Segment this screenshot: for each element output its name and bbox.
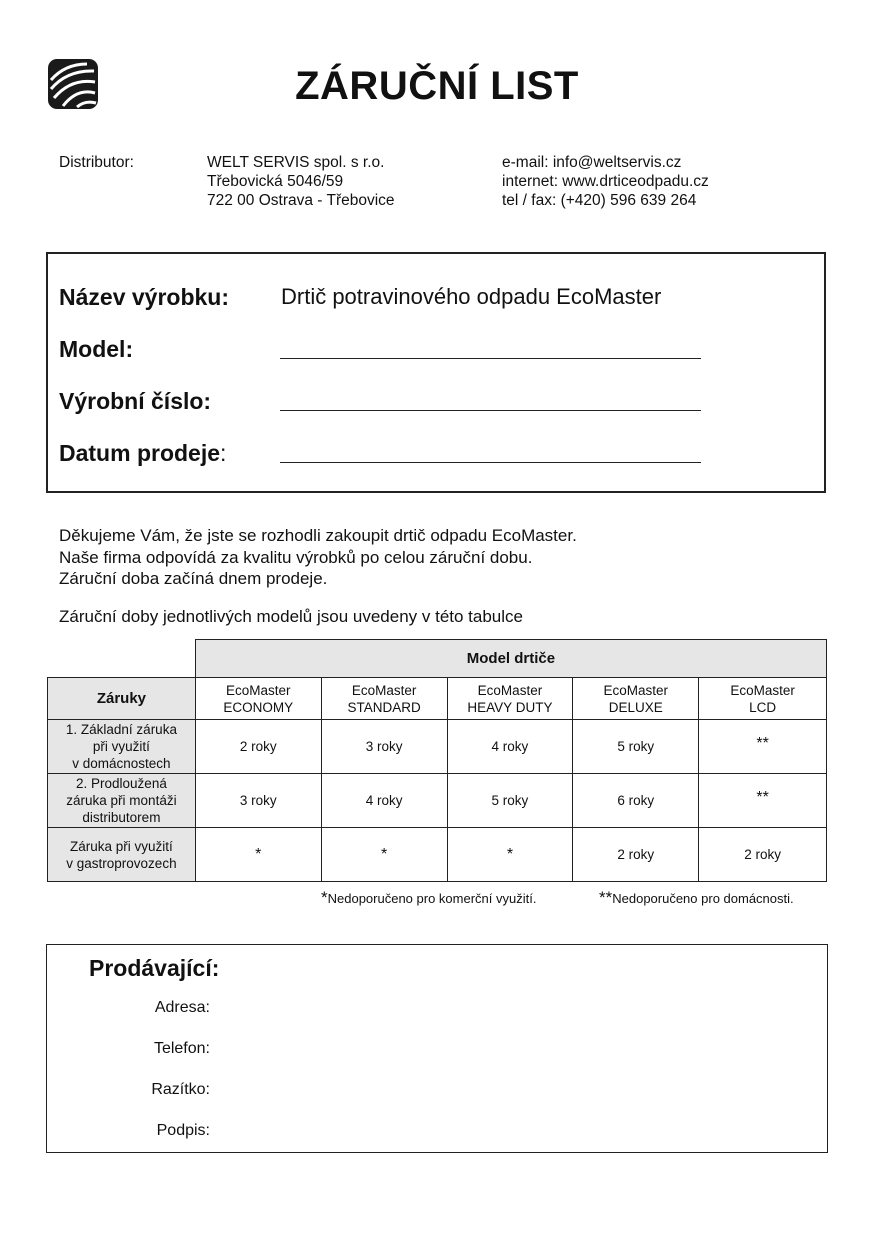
footnote-star: *	[321, 888, 328, 907]
row-label-line: v gastroprovozech	[66, 855, 177, 871]
sale-date-label	[59, 440, 226, 467]
model-header-line2: DELUXE	[608, 699, 663, 715]
table-cell: 6 roky	[573, 774, 699, 828]
seller-phone-label: Telefon:	[153, 1040, 210, 1057]
intro-line-2: Naše firma odpovídá za kvalitu výrobků po celou záruční dobu.	[59, 547, 533, 567]
serial-number-label: Výrobní číslo:	[59, 388, 212, 414]
table-cell: 4 roky	[447, 720, 573, 774]
model-header-line2: LCD	[749, 699, 777, 715]
product-name-value: Drtič potravinového odpadu EcoMaster	[281, 284, 662, 309]
distributor-street: Třebovická 5046/59	[207, 173, 344, 190]
distributor-address	[207, 153, 395, 210]
distributor-internet: internet: www.drticeodpadu.cz	[502, 173, 709, 190]
intro-paragraph	[59, 525, 577, 590]
row-label	[48, 828, 196, 882]
model-header-line1: EcoMaster	[351, 682, 417, 698]
model-header-line2: HEAVY DUTY	[467, 699, 553, 715]
page-title: ZÁRUČNÍ LIST	[295, 64, 579, 108]
table-cell: 2 roky	[573, 828, 699, 882]
sale-date-label-text: Datum prodeje	[59, 440, 221, 466]
table-cell: 5 roky	[447, 774, 573, 828]
model-header	[321, 678, 447, 720]
model-header-line1: EcoMaster	[226, 682, 291, 698]
table-cell: 4 roky	[321, 774, 447, 828]
models-header-row	[48, 678, 827, 720]
table-cell: *	[321, 828, 447, 882]
intro-line-3: Záruční doba začíná dnem prodeje.	[59, 569, 328, 588]
model-header-line1: EcoMaster	[730, 682, 795, 698]
model-header-line1: EcoMaster	[603, 682, 669, 698]
footnote-text: Nedoporučeno pro komerční využití.	[327, 891, 537, 906]
row-label	[48, 720, 196, 774]
model-header-line2: STANDARD	[347, 699, 421, 715]
table-cell: *	[195, 828, 321, 882]
model-field[interactable]	[280, 358, 701, 359]
seller-signature-label: Podpis:	[156, 1122, 210, 1139]
model-header	[195, 678, 321, 720]
table-cell: **	[699, 720, 827, 774]
model-header	[447, 678, 573, 720]
distributor-phone: tel / fax: (+420) 596 639 264	[502, 192, 697, 209]
table-row	[48, 828, 827, 882]
table-cell: 3 roky	[195, 774, 321, 828]
distributor-email: e-mail: info@weltservis.cz	[502, 154, 682, 171]
table-row	[48, 720, 827, 774]
footnote-household	[599, 888, 794, 908]
row-label-line: záruka při montáži	[66, 793, 177, 808]
row-label-line: distributorem	[82, 810, 161, 825]
model-header-line1: EcoMaster	[477, 682, 543, 698]
model-label: Model:	[59, 336, 134, 362]
row-label-line: 1. Základní záruka	[65, 722, 177, 737]
seller-address-label: Adresa:	[154, 999, 210, 1016]
model-group-header: Model drtiče	[195, 640, 826, 678]
seller-title: Prodávající:	[89, 955, 220, 981]
row-label-line: při využití	[92, 739, 150, 754]
product-name-label: Název výrobku:	[59, 284, 230, 310]
table-cell: 2 roky	[195, 720, 321, 774]
distributor-contact	[502, 153, 709, 210]
table-cell: *	[447, 828, 573, 882]
distributor-city: 722 00 Ostrava - Třebovice	[207, 192, 395, 209]
distributor-label: Distributor:	[59, 154, 134, 171]
seller-stamp-label: Razítko:	[151, 1081, 210, 1098]
table-cell: 3 roky	[321, 720, 447, 774]
sale-date-field[interactable]	[280, 462, 701, 463]
model-header-line2: ECONOMY	[223, 699, 294, 715]
warranty-table	[47, 639, 827, 882]
sale-date-colon: :	[220, 440, 227, 466]
serial-number-field[interactable]	[280, 410, 701, 411]
table-empty-corner	[48, 640, 196, 678]
table-intro: Záruční doby jednotlivých modelů jsou uvedeny v této tabulce	[59, 607, 523, 626]
table-cell: **	[699, 774, 827, 828]
table-cell: 5 roky	[573, 720, 699, 774]
model-header	[699, 678, 827, 720]
warranty-corner-header: Záruky	[48, 678, 196, 720]
table-row	[48, 774, 827, 828]
distributor-name: WELT SERVIS spol. s r.o.	[207, 154, 385, 171]
row-label-line: v domácnostech	[72, 756, 171, 771]
row-label	[48, 774, 196, 828]
model-header	[573, 678, 699, 720]
footnote-star: **	[599, 888, 613, 907]
intro-line-1: Děkujeme Vám, že jste se rozhodli zakoupit drtič odpadu EcoMaster.	[59, 526, 577, 545]
row-label-line: 2. Prodloužená	[76, 776, 167, 791]
table-cell: 2 roky	[699, 828, 827, 882]
row-label-line: Záruka při využití	[70, 838, 173, 854]
footnote-commercial	[321, 888, 536, 908]
footnote-text: Nedoporučeno pro domácnosti.	[612, 891, 794, 906]
